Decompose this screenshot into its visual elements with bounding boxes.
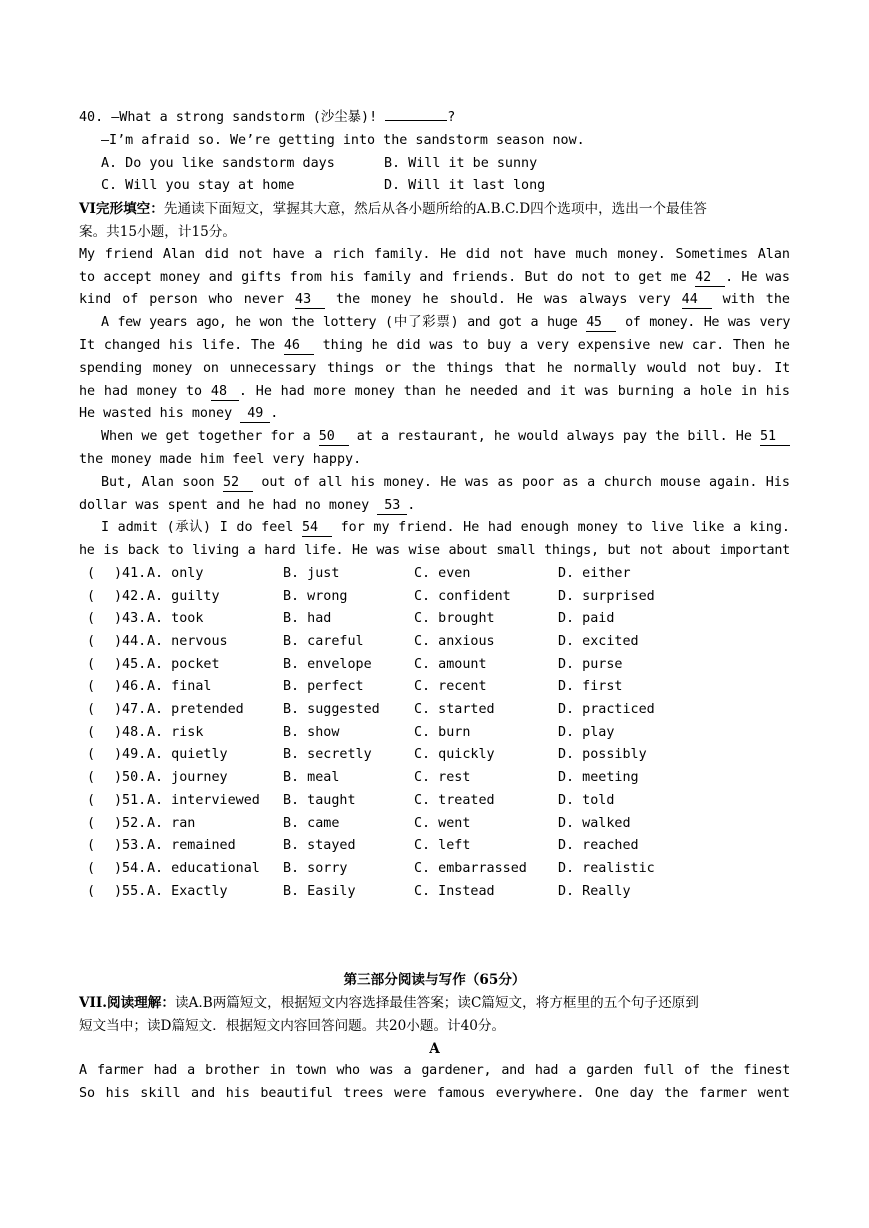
blank-49[interactable]: 49 <box>240 405 270 423</box>
option-a[interactable]: A. took <box>147 611 204 627</box>
answer-paren[interactable]: ( <box>87 724 96 740</box>
answer-paren[interactable]: ( <box>87 634 96 649</box>
question-number: )41. <box>114 565 147 581</box>
option-a[interactable]: A. Exactly <box>147 883 228 899</box>
option-a[interactable]: A. interviewed <box>147 792 260 808</box>
option-row <box>79 608 790 631</box>
q40-blank[interactable] <box>385 120 447 121</box>
option-row <box>79 563 790 586</box>
section-6-instructions: VI完形填空：先通读下面短文，掌握其大意，然后从各小题所给的A.B.C.D四个选项中，选出一个最佳答 案。共15小题，计15分。 <box>79 201 707 240</box>
blank-42[interactable]: 42 <box>695 269 725 287</box>
option-b[interactable]: B. show <box>283 724 340 740</box>
option-d[interactable]: D. purse <box>558 656 623 672</box>
option-b[interactable]: B. envelope <box>283 656 372 672</box>
blank-52[interactable]: 52 <box>223 474 253 492</box>
answer-paren[interactable]: ( <box>87 792 96 808</box>
option-b[interactable]: B. stayed <box>283 838 356 854</box>
option-a[interactable]: A. quietly <box>147 747 228 763</box>
blank-45[interactable]: 45 <box>586 314 616 332</box>
option-row <box>79 586 790 609</box>
question-number: )51. <box>114 792 147 808</box>
option-b[interactable]: B. secretly <box>283 747 372 763</box>
cloze-passage: My friend Alan did not have a rich family. He did not have much money. Sometimes Alan to accept money and gifts from his family and friends. But do not to get me 42 . He was kind of person who never 43 the money he should. He was always very 44 with the A few years ago, he won the lottery (中了彩票) and got a huge 45 of money. He was very It changed his life. The 46 thing he did was to buy a very expensive new car. Then he spending money on unnecessary things or the things that he normally would not buy. It he had money to 48 . He had more money than he needed and it was burning a hole in his He wasted his money 49 . When we get together for a 50 at a restaurant, he would always pay the bill. He 51 the money made him feel very happy. But, Alan soon 52 out of all his money. He was as poor as a church mouse again. His dollar was spent and he had no money 53 . I admit (承认) I do feel 54 for my friend. He had enough money to live like a king. he is back to living a hard life. He was wise about small things, but not about important <box>79 246 790 559</box>
option-c[interactable]: C. left <box>414 838 471 854</box>
option-d[interactable]: D. either <box>558 565 631 581</box>
question-number: )48. <box>114 724 147 740</box>
option-c[interactable]: C. started <box>414 702 495 718</box>
option-c[interactable]: C. Instead <box>414 883 495 899</box>
blank-44[interactable]: 44 <box>682 291 712 309</box>
option-b[interactable]: B. just <box>283 565 340 581</box>
option-row <box>79 676 790 699</box>
option-a[interactable]: A. educational <box>147 860 260 876</box>
option-c[interactable]: C. treated <box>414 792 495 808</box>
question-number: )44. <box>114 634 147 649</box>
question-number: )46. <box>114 679 147 695</box>
option-c[interactable]: C. anxious <box>414 634 495 649</box>
option-c[interactable]: C. embarrassed <box>414 860 527 876</box>
q40-option-d[interactable]: D. Will it last long <box>384 178 546 194</box>
q40-stem: 40. —What a strong sandstorm (沙尘暴)! ? <box>79 110 456 125</box>
option-row <box>79 767 790 790</box>
option-b[interactable]: B. wrong <box>283 588 348 604</box>
answer-paren[interactable]: ( <box>87 838 96 854</box>
part-3: 第三部分阅读与写作（65分） VII.阅读理解：读A.B两篇短文，根据短文内容选择最佳答案；读C篇短文，将方框里的五个句子还原到 短文当中；读D篇短文．根据短文内容回答问题。共20小题。计40分。 A A farmer had a brother in town who was a gardener, and had a garden full of the finest So his skill and his beautiful trees were famous everywhere. One day the farmer went <box>79 969 790 1106</box>
option-d[interactable]: D. possibly <box>558 747 647 763</box>
question-number: )52. <box>114 815 147 831</box>
section-6-heading: VI完形填空： <box>79 201 164 218</box>
option-row <box>79 858 790 881</box>
option-row <box>79 790 790 813</box>
option-d[interactable]: D. reached <box>558 838 639 854</box>
option-row <box>79 699 790 722</box>
blank-50[interactable]: 50 <box>319 428 349 446</box>
answer-paren[interactable]: ( <box>87 702 96 718</box>
option-a[interactable]: A. only <box>147 565 204 581</box>
blank-43[interactable]: 43 <box>295 291 325 309</box>
option-d[interactable]: D. walked <box>558 815 631 831</box>
option-b[interactable]: B. suggested <box>283 702 380 718</box>
q40-options-row2 <box>79 175 790 198</box>
blank-51[interactable]: 51 <box>760 428 790 446</box>
cloze-options <box>79 563 790 903</box>
blank-48[interactable]: 48 <box>211 383 239 401</box>
section-7-heading: VII.阅读理解： <box>79 995 175 1012</box>
option-c[interactable]: C. recent <box>414 679 487 695</box>
blank-54[interactable]: 54 <box>302 519 332 537</box>
option-b[interactable]: B. meal <box>283 770 340 786</box>
option-d[interactable]: D. Really <box>558 883 631 899</box>
option-c[interactable]: C. even <box>414 565 471 581</box>
option-b[interactable]: B. careful <box>283 634 364 649</box>
q40-reply: —I’m afraid so. We’re getting into the sandstorm season now. <box>101 132 585 148</box>
option-row <box>79 744 790 767</box>
q40-option-a[interactable]: A. Do you like sandstorm days <box>101 155 335 171</box>
option-d[interactable]: D. paid <box>558 611 615 627</box>
answer-paren[interactable]: ( <box>87 588 96 604</box>
option-d[interactable]: D. told <box>558 792 615 808</box>
answer-paren[interactable]: ( <box>87 656 96 672</box>
option-row <box>79 722 790 745</box>
question-number: )53. <box>114 838 147 854</box>
question-number: )49. <box>114 747 147 763</box>
option-c[interactable]: C. went <box>414 815 471 831</box>
question-number: )50. <box>114 770 147 786</box>
option-a[interactable]: A. remained <box>147 838 236 854</box>
option-d[interactable]: D. realistic <box>558 860 655 876</box>
exam-page <box>79 107 790 1106</box>
answer-paren[interactable]: ( <box>87 565 96 581</box>
option-c[interactable]: C. burn <box>414 724 471 740</box>
blank-46[interactable]: 46 <box>284 337 314 355</box>
question-number: )47. <box>114 702 147 718</box>
answer-paren[interactable]: ( <box>87 747 96 763</box>
option-b[interactable]: B. taught <box>283 792 356 808</box>
option-a[interactable]: A. pocket <box>147 656 220 672</box>
option-d[interactable]: D. first <box>558 679 623 695</box>
answer-paren[interactable]: ( <box>87 611 96 627</box>
q40-option-b[interactable]: B. Will it be sunny <box>384 155 538 171</box>
question-number: )42. <box>114 588 147 604</box>
passage-a-label: A <box>429 1040 440 1057</box>
option-b[interactable]: B. came <box>283 815 340 831</box>
option-a[interactable]: A. nervous <box>147 634 228 649</box>
option-c[interactable]: C. brought <box>414 611 495 627</box>
passage-a: A farmer had a brother in town who was a gardener, and had a garden full of the finest So his skill and his beautiful trees were famous everywhere. One day the farmer went <box>79 1063 790 1102</box>
option-b[interactable]: B. perfect <box>283 679 364 695</box>
question-number: )45. <box>114 656 147 672</box>
option-row <box>79 881 790 904</box>
answer-paren[interactable]: ( <box>87 815 96 831</box>
option-c[interactable]: C. quickly <box>414 747 495 763</box>
option-d[interactable]: D. excited <box>558 634 639 649</box>
option-d[interactable]: D. meeting <box>558 770 639 786</box>
option-c[interactable]: C. amount <box>414 656 487 672</box>
q40-option-c[interactable]: C. Will you stay at home <box>101 178 295 194</box>
option-a[interactable]: A. ran <box>147 815 196 831</box>
question-40 <box>79 107 790 198</box>
question-number: )54. <box>114 860 147 876</box>
option-b[interactable]: B. sorry <box>283 860 348 876</box>
q40-options-row1 <box>79 153 790 176</box>
option-d[interactable]: D. surprised <box>558 588 655 604</box>
option-c[interactable]: C. rest <box>414 770 471 786</box>
option-a[interactable]: A. journey <box>147 770 228 786</box>
option-a[interactable]: A. final <box>147 679 212 695</box>
option-d[interactable]: D. play <box>558 724 615 740</box>
question-number: )55. <box>114 883 147 899</box>
answer-paren[interactable]: ( <box>87 679 96 695</box>
part-3-title: 第三部分阅读与写作（65分） <box>343 972 526 989</box>
option-a[interactable]: A. risk <box>147 724 204 740</box>
option-row <box>79 835 790 858</box>
option-a[interactable]: A. guilty <box>147 588 220 604</box>
option-b[interactable]: B. Easily <box>283 883 356 899</box>
answer-paren[interactable]: ( <box>87 883 96 899</box>
question-number: )43. <box>114 611 147 627</box>
option-row <box>79 813 790 836</box>
option-a[interactable]: A. pretended <box>147 702 244 718</box>
option-c[interactable]: C. confident <box>414 588 511 604</box>
answer-paren[interactable]: ( <box>87 770 96 786</box>
option-row <box>79 654 790 677</box>
option-b[interactable]: B. had <box>283 611 332 627</box>
blank-53[interactable]: 53 <box>377 497 407 515</box>
option-row <box>79 631 790 654</box>
answer-paren[interactable]: ( <box>87 860 96 876</box>
option-d[interactable]: D. practiced <box>558 702 655 718</box>
